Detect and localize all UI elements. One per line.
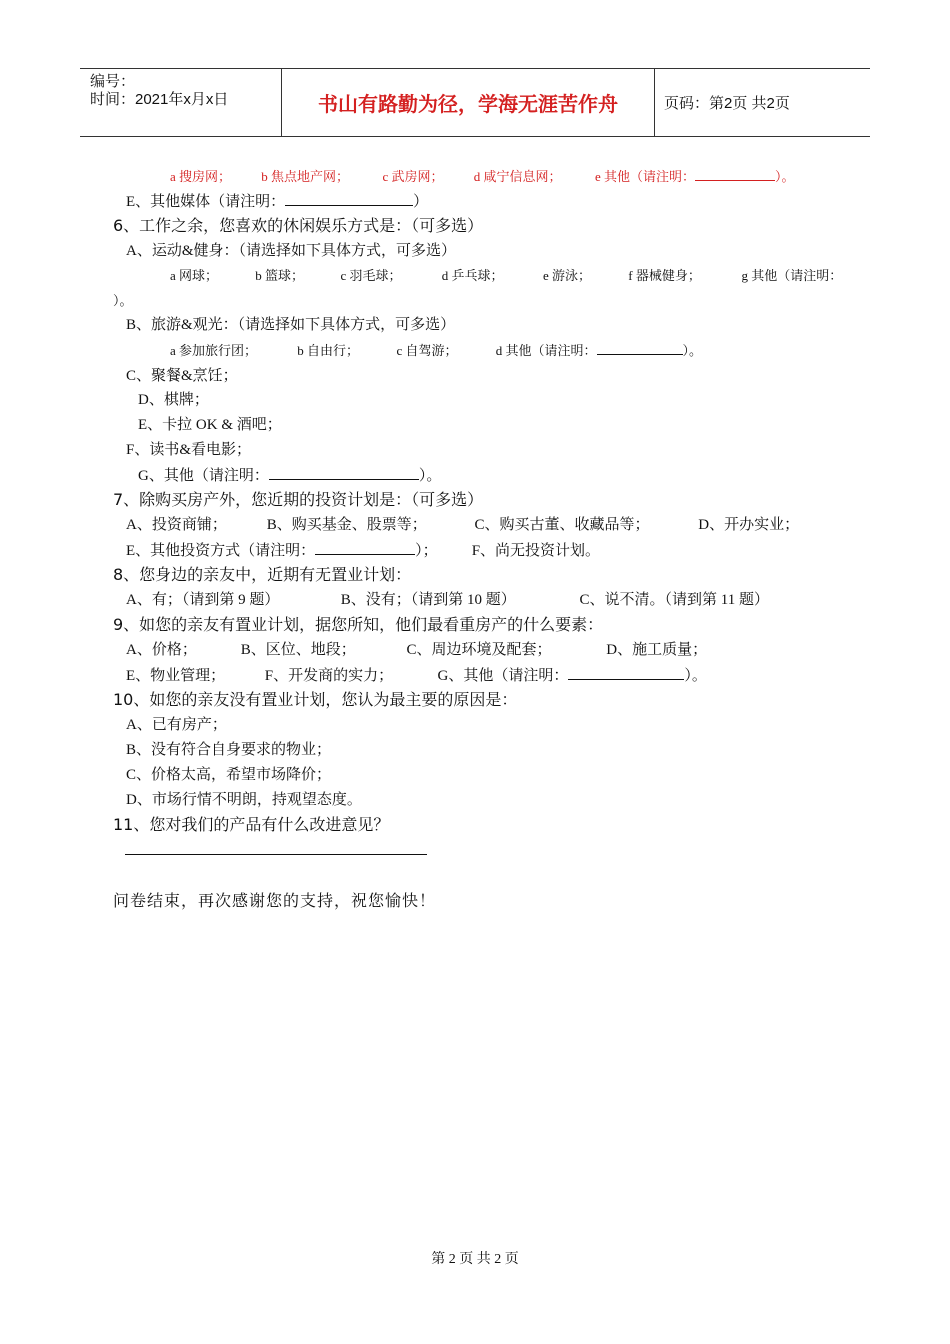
closing-message: 问卷结束，再次感谢您的支持，祝您愉快！: [113, 893, 437, 910]
q9-option-a: A、价格；: [126, 642, 197, 658]
q6-b-sub-other-blank[interactable]: [597, 339, 683, 355]
header-motto: 书山有路勤为径，学海无涯苦作舟: [318, 92, 618, 116]
q5-sub-d: d 咸宁信息网；: [473, 169, 562, 184]
q6-a-sub-other: g 其他（请注明：: [741, 268, 843, 283]
q5-sub-e: e 其他（请注明：: [595, 169, 696, 184]
page-footer: 第 2 页 共 2 页: [431, 1252, 519, 1267]
q6-option-g-end: ）。: [418, 468, 442, 484]
q6-a-sub-tennis: a 网球；: [170, 268, 219, 283]
q6-option-g: [138, 464, 441, 487]
q7-row2: [126, 539, 600, 562]
q6-option-g-label: G、其他（请注明：: [138, 468, 269, 484]
q11-title: 11、您对我们的产品有什么改进意见？: [113, 815, 390, 834]
header-divider-right: [654, 68, 655, 136]
q5-sub-e-blank[interactable]: [695, 165, 775, 181]
q6-option-a: A、运动&健身：（请选择如下具体方式，可多选）: [126, 243, 457, 259]
header-number-label: 编号：: [90, 73, 136, 90]
header-bottom-border: [80, 136, 870, 137]
q7-title: 7、除购买房产外，您近期的投资计划是：（可多选）: [113, 490, 484, 509]
q9-option-e: E、物业管理；: [126, 668, 226, 684]
q9-option-g: G、其他（请注明：: [437, 668, 569, 684]
q6-b-sub-tour: a 参加旅行团；: [170, 343, 258, 358]
q6-option-a-subs-end: ）。: [113, 293, 133, 308]
q10-option-c: C、价格太高，希望市场降价；: [126, 767, 332, 783]
q5-sub-e-end: ）。: [775, 169, 795, 184]
q7-option-d: D、开办实业；: [698, 517, 800, 533]
q8-title: 8、您身边的亲友中，近期有无置业计划：: [113, 565, 412, 584]
q6-title: 6、工作之余，您喜欢的休闲娱乐方式是：（可多选）: [113, 216, 484, 235]
q6-option-f: F、读书&看电影；: [126, 442, 252, 458]
q10-title: 10、如您的亲友没有置业计划，您认为最主要的原因是：: [113, 690, 518, 709]
q9-option-g-blank[interactable]: [568, 664, 684, 680]
q10-option-a: A、已有房产；: [126, 717, 227, 733]
q7-option-a: A、投资商铺；: [126, 517, 227, 533]
header-time-label: 时间：2021年x月x日: [90, 91, 229, 108]
q6-b-sub-drive: c 自驾游；: [396, 343, 458, 358]
q6-option-g-blank[interactable]: [269, 464, 419, 480]
q9-option-d: D、施工质量；: [606, 642, 708, 658]
q8-row: [126, 589, 769, 611]
q8-option-a: A、有；（请到第 9 题）: [126, 592, 280, 608]
q6-option-b: B、旅游&观光：（请选择如下具体方式，可多选）: [126, 317, 456, 333]
q8-option-b: B、没有；（请到第 10 题）: [340, 592, 516, 608]
q7-option-e-end: ）；: [415, 543, 438, 559]
q6-option-d: D、棋牌；: [138, 392, 209, 408]
q6-option-c: C、聚餐&烹饪；: [126, 368, 238, 384]
q5-sub-b: b 焦点地产网；: [261, 169, 350, 184]
q5-option-e-close: ）: [413, 194, 429, 210]
q5-sub-a: a 搜房网；: [170, 169, 232, 184]
q5-sub-options: [170, 165, 795, 188]
header-top-border: [80, 68, 870, 69]
q9-option-c: C、周边环境及配套；: [406, 642, 552, 658]
q9-option-g-end: ）。: [684, 668, 707, 684]
q6-option-a-subs: [170, 265, 842, 287]
q9-title: 9、如您的亲友有置业计划，据您所知，他们最看重房产的什么要素：: [113, 615, 604, 634]
q10-option-d: D、市场行情不明朗，持观望态度。: [126, 792, 362, 808]
q7-option-e-blank[interactable]: [315, 539, 415, 555]
q5-option-e-blank[interactable]: [285, 190, 413, 206]
q5-option-e: [126, 190, 428, 213]
q6-option-b-subs: [170, 339, 702, 362]
q9-row2: [126, 664, 707, 687]
q7-option-f: F、尚无投资计划。: [471, 543, 601, 559]
q9-option-b: B、区位、地段；: [240, 642, 356, 658]
q6-b-sub-end: ）。: [682, 343, 703, 358]
q7-option-b: B、购买基金、股票等；: [266, 517, 427, 533]
q7-option-c: C、购买古董、收藏品等；: [474, 517, 650, 533]
q5-sub-c: c 武房网；: [382, 169, 444, 184]
q6-a-sub-gym: f 器械健身；: [628, 268, 701, 283]
q6-b-sub-free: b 自由行；: [297, 343, 360, 358]
q6-option-e: E、卡拉 OK & 酒吧；: [138, 417, 282, 433]
q5-option-e-label: E、其他媒体（请注明：: [126, 194, 286, 210]
q6-a-sub-swim: e 游泳；: [543, 268, 592, 283]
q11-answer-line[interactable]: [125, 854, 427, 855]
q8-option-c: C、说不清。（请到第 11 题）: [579, 592, 769, 608]
q7-row1: [126, 514, 799, 536]
q7-option-e: E、其他投资方式（请注明：: [126, 543, 316, 559]
q6-a-sub-basketball: b 篮球；: [255, 268, 305, 283]
q6-a-sub-pingpong: d 乒乓球；: [441, 268, 504, 283]
q9-row1: [126, 639, 707, 661]
q10-option-b: B、没有符合自身要求的物业；: [126, 742, 332, 758]
q6-b-sub-other: d 其他（请注明：: [495, 343, 597, 358]
q9-option-f: F、开发商的实力；: [264, 668, 394, 684]
q6-a-sub-badminton: c 羽毛球；: [340, 268, 402, 283]
header-page-label: 页码：第2页 共2页: [664, 95, 790, 112]
